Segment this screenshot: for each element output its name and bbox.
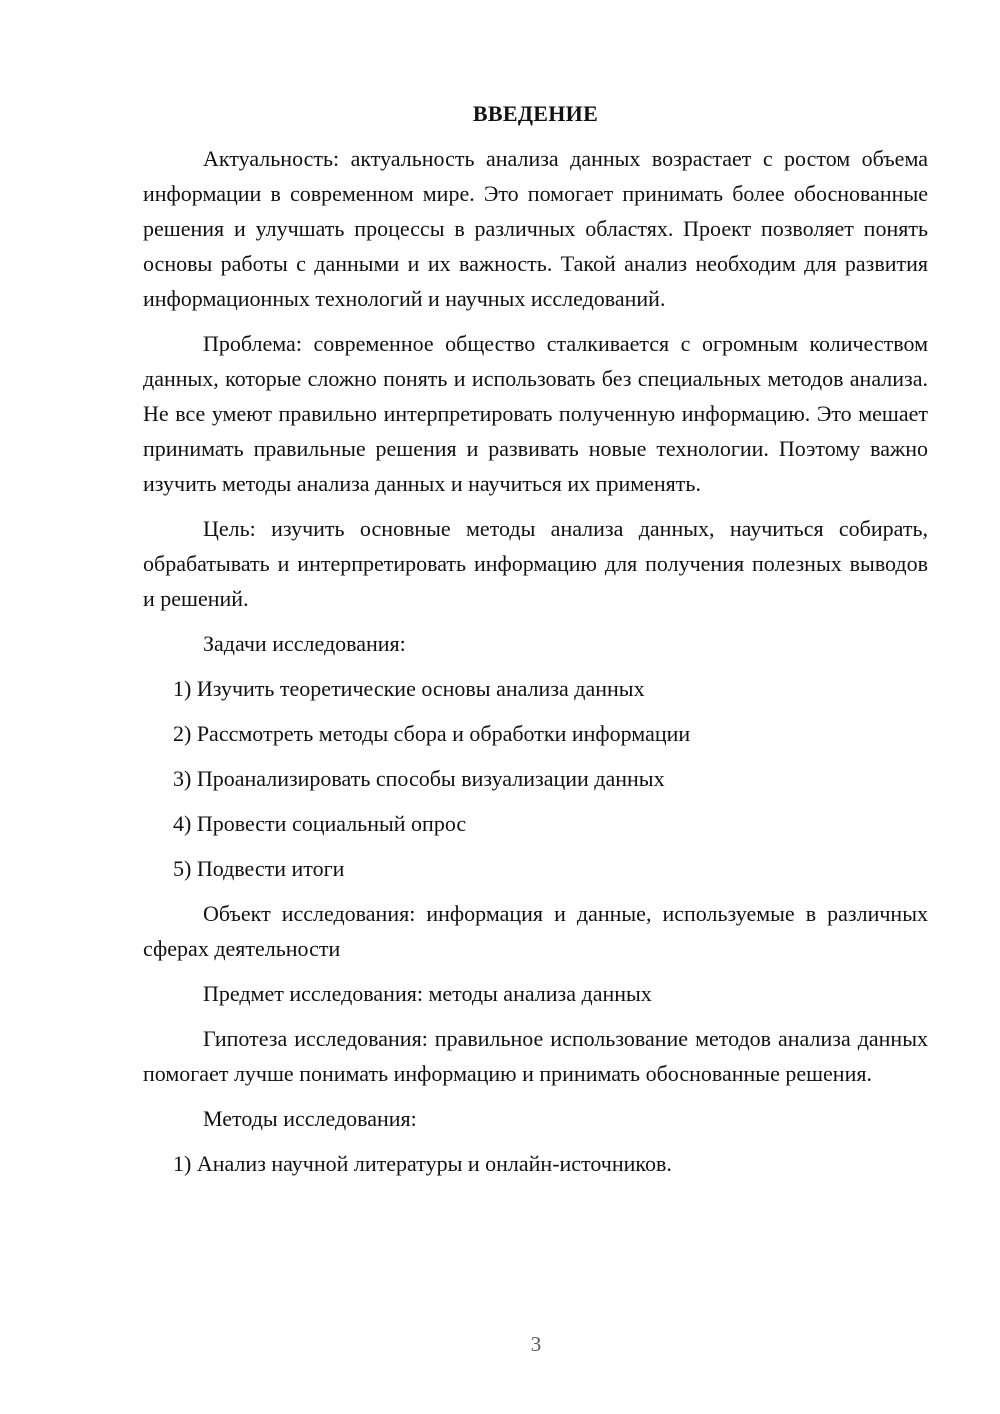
list-item: 3) Проанализировать способы визуализации данных bbox=[173, 766, 665, 791]
hypothesis-paragraph: Гипотеза исследования: правильное использование методов анализа данных помогает лучше понимать информацию и принимать обоснованные решения. bbox=[143, 1026, 928, 1086]
problem-paragraph: Проблема: современное общество сталкивается с огромным количеством данных, которые сложно понять и использовать без специальных методов анализа. Не все умеют правильно интерпретировать полученную информацию. Это мешает принимать правильные решения и развивать новые технологии. Поэтому важно изучить методы анализа данных и научиться их применять. bbox=[143, 331, 928, 496]
list-item: 1) Анализ научной литературы и онлайн-источников. bbox=[173, 1151, 672, 1176]
list-item: 2) Рассмотреть методы сбора и обработки информации bbox=[173, 721, 691, 746]
document-page bbox=[143, 96, 928, 1191]
relevance-paragraph: Актуальность: актуальность анализа данных возрастает с ростом объема информации в современном мире. Это помогает принимать более обоснованные решения и улучшать процессы в различных областях. Проект позволяет понять основы работы с данными и их важность. Такой анализ необходим для развития информационных технологий и научных исследований. bbox=[143, 146, 928, 311]
goal-paragraph: Цель: изучить основные методы анализа данных, научиться собирать, обрабатывать и интерпретировать информацию для получения полезных выводов и решений. bbox=[143, 516, 928, 611]
methods-list bbox=[143, 1146, 928, 1181]
section-title: ВВЕДЕНИЕ bbox=[472, 101, 599, 126]
tasks-heading: Задачи исследования: bbox=[203, 631, 406, 656]
tasks-list bbox=[143, 671, 928, 886]
list-item: 5) Подвести итоги bbox=[173, 856, 345, 881]
page-number: 3 bbox=[530, 1332, 542, 1356]
subject-paragraph: Предмет исследования: методы анализа данных bbox=[203, 981, 652, 1006]
list-item: 4) Провести социальный опрос bbox=[173, 811, 467, 836]
methods-heading: Методы исследования: bbox=[203, 1106, 417, 1131]
list-item: 1) Изучить теоретические основы анализа данных bbox=[173, 676, 645, 701]
object-paragraph: Объект исследования: информация и данные, используемые в различных сферах деятельности bbox=[143, 901, 928, 961]
